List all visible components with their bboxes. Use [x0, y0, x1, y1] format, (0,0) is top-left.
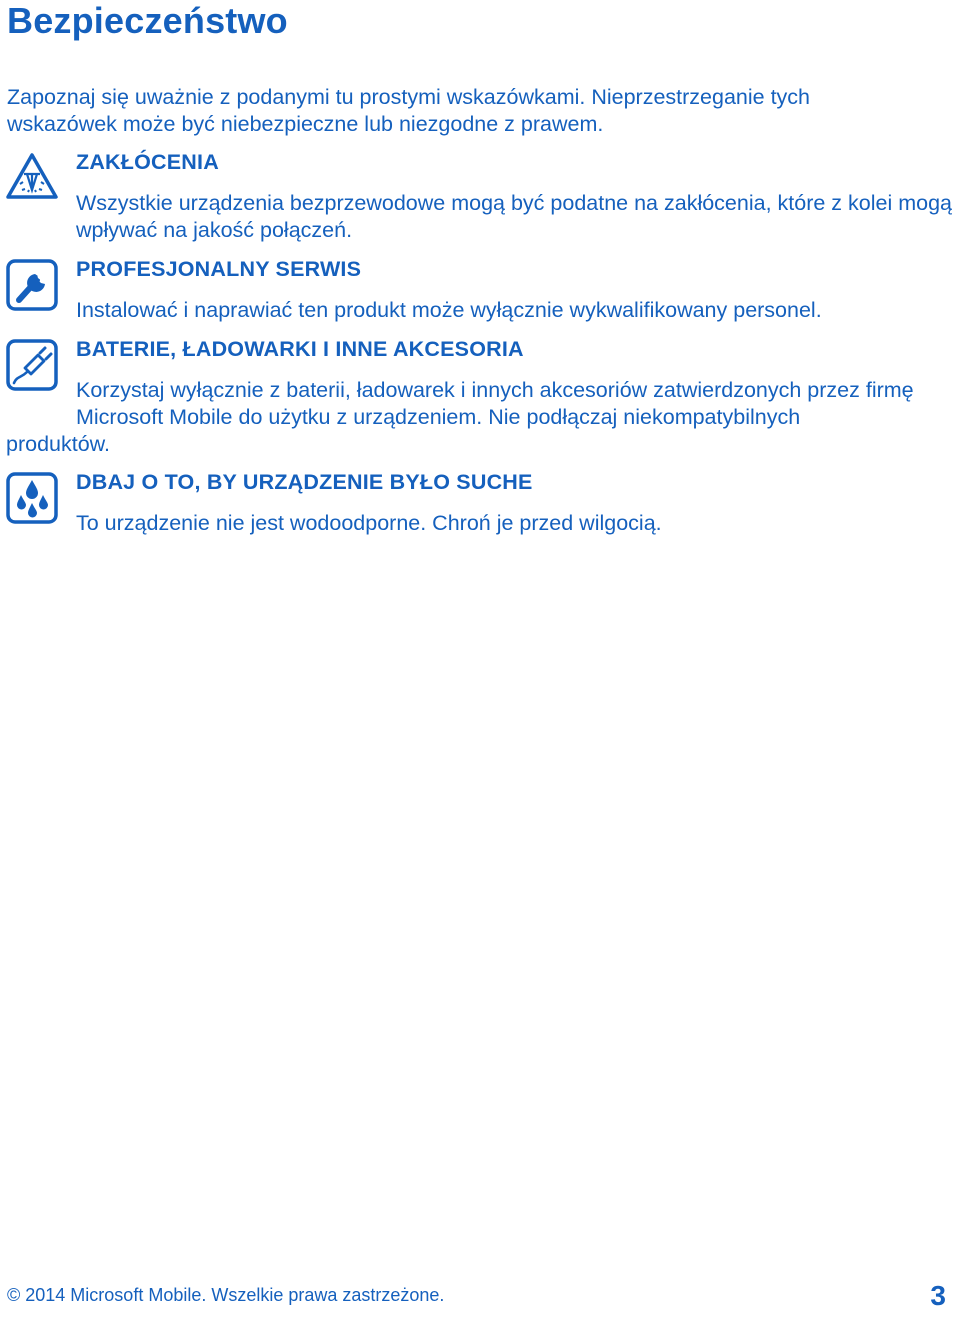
section-heading: ZAKŁÓCENIA	[76, 150, 219, 174]
section-body-continuation: produktów.	[6, 432, 110, 456]
wrench-icon	[5, 258, 59, 312]
water-drops-icon	[5, 471, 59, 525]
section-body-line: Korzystaj wyłącznie z baterii, ładowarek i innych akcesoriów zatwierdzonych przez firmę Microsoft Mobile do użytku z urządzeniem. Nie podłączaj niekompatybilnych	[76, 378, 914, 429]
page-title: Bezpieczeństwo	[7, 0, 288, 41]
section-body: Instalować i naprawiać ten produkt może wyłącznie wykwalifikowany personel.	[76, 298, 822, 322]
section-body	[6, 377, 956, 458]
page-number: 3	[930, 1280, 946, 1311]
section-heading: PROFESJONALNY SERWIS	[76, 257, 362, 281]
footer-copyright: © 2014 Microsoft Mobile. Wszelkie prawa zastrzeżone.	[7, 1285, 445, 1305]
section-heading: BATERIE, ŁADOWARKI I INNE AKCESORIA	[76, 337, 524, 361]
intro-paragraph: Zapoznaj się uważnie z podanymi tu prostymi wskazówkami. Nieprzestrzeganie tych wskazówek może być niebezpieczne lub niezgodne z prawem.	[7, 85, 811, 136]
section-body: Wszystkie urządzenia bezprzewodowe mogą być podatne na zakłócenia, które z kolei mogą wpływać na jakość połączeń.	[76, 191, 952, 242]
section-body: To urządzenie nie jest wodoodporne. Chroń je przed wilgocią.	[76, 511, 662, 535]
interference-warning-icon	[5, 150, 59, 204]
section-heading: DBAJ O TO, BY URZĄDZENIE BYŁO SUCHE	[76, 470, 533, 494]
charger-plug-icon	[5, 338, 59, 392]
